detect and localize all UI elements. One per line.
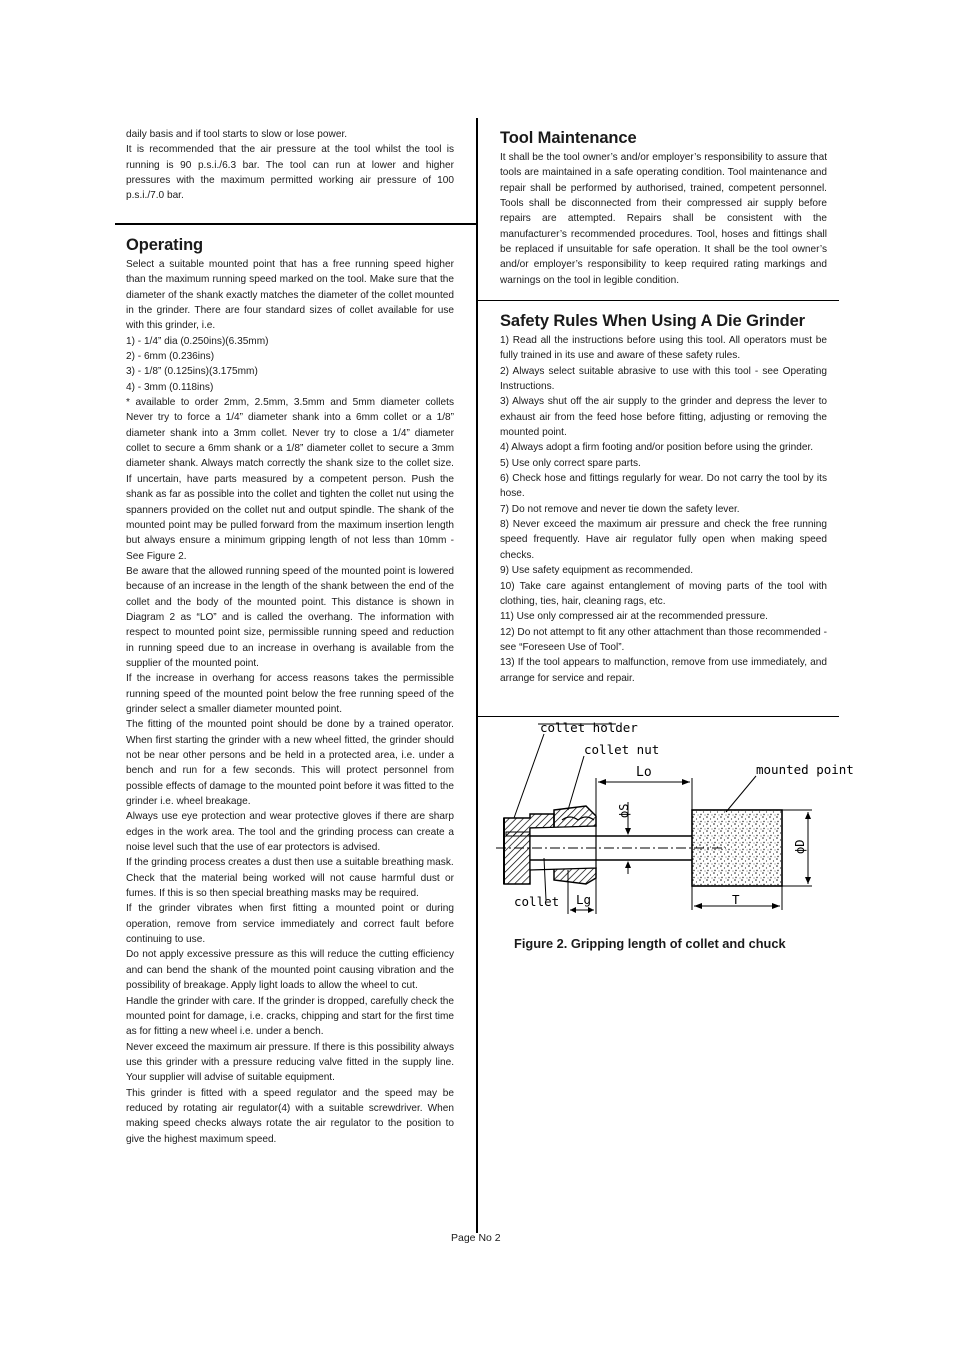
label-lg: Lg	[576, 892, 592, 907]
operating-paragraph: If the grinder vibrates when first fitting a mounted point or during operation, remove from service immediately and correct fault before continuing to use.	[126, 903, 454, 946]
page-number: Page No 2	[451, 1232, 501, 1244]
operating-paragraph: Always use eye protection and wear protective gloves if there are sharp edges in the work area. The tool and the grinding process can create a noise level such that the use of ear protectors is advised.	[126, 811, 454, 854]
column-divider	[476, 118, 478, 1233]
label-collet: collet	[514, 894, 560, 909]
section-divider-left	[115, 223, 477, 225]
safety-item: 2) Always select suitable abrasive to use with this tool - see Operating Instructions.	[500, 365, 827, 393]
operating-section	[126, 234, 454, 1147]
safety-item: 6) Check hose and fittings regularly for wear. Do not carry the tool by its hose.	[500, 473, 827, 500]
safety-item: 8) Never exceed the maximum air pressure and check the free running speed frequently. Have air regulator fully open when making speed checks.	[500, 519, 827, 561]
maintenance-text: It shall be the tool owner’s and/or employer’s responsibility to assure that tools are maintained in a safe operating condition. Tool maintenance and repair shall be performed by authorised, trained, competent personnel. Tools shall be disconnected from their compressed air supply before repairs are attempted. Repairs shall be consistent with the manufacturer’s recommended procedures. Tool, hoses and fittings shall be replaced if unsuitable for safe operation. It shall be the tool owner’s and/or employer’s responsibility to keep required rating markings and warnings on the tool in legible condition.	[500, 152, 827, 286]
operating-paragraph: If the grinding process creates a dust then use a suitable breathing mask.	[126, 857, 454, 869]
label-lo: Lo	[636, 765, 652, 780]
intro-line: It is recommended that the air pressure at the tool whilst the tool is running is 90 p.s.i./6.3 bar. The tool can run at lower and higher pressures with the maximum permitted working air pressure of 100 p.s.i./7.0 bar.	[126, 144, 454, 202]
label-mounted-point: mounted point	[756, 762, 854, 777]
safety-item: 1) Read all the instructions before using this tool. All operators must be fully trained in its use and aware of these safety rules.	[500, 335, 827, 362]
label-t: T	[732, 892, 740, 907]
operating-paragraph: Do not apply excessive pressure as this will reduce the cutting efficiency and can bend the shank of the mounted point causing vibration and the possibility of breakage. Apply light loads to allow the wheel to cut.	[126, 949, 454, 992]
operating-paragraph: Handle the grinder with care. If the grinder is dropped, carefully check the mounted point for damage, i.e. cracks, chipping and start for the first time as for fitting a new wheel i.e. under a bench.	[126, 995, 454, 1038]
operating-paragraph: Select a suitable mounted point that has a free running speed higher than the maximum running speed marked on the tool. Make sure that the diameter of the shank exactly matches the diameter of the collet mounted in the grinder. There are four standard sizes of collet available for use with this grinder, i.e.	[126, 259, 454, 332]
section-divider-right-2	[478, 716, 839, 717]
collet-size-item: 2) - 6mm (0.236ins)	[126, 351, 215, 363]
intro-line: daily basis and if tool starts to slow or lose power.	[126, 129, 348, 140]
maintenance-heading: Tool Maintenance	[500, 129, 637, 147]
collet-size-item: 1) - 1/4” dia (0.250ins)(6.35mm)	[126, 335, 269, 347]
section-divider-right-1	[478, 300, 839, 301]
operating-paragraph: Be aware that the allowed running speed of the mounted point is lowered because of an increase in the length of the shank between the end of the collet and the body of the mounted point. This distance is shown in Diagram 2 as “LO” and is called the overhang. The information with respect to mounted point size, permissible running speed and reduction in running speed due to an increase in overhang is available from the supplier of the mounted point.	[126, 565, 454, 669]
figure-caption: Figure 2. Gripping length of collet and chuck	[514, 936, 786, 951]
safety-item: 9) Use safety equipment as recommended.	[500, 565, 693, 577]
operating-paragraph: The fitting of the mounted point should be done by a trained operator. When first starting the grinder with a new wheel fitted, the grinder should not be near other persons and be held in a protected area, i.e. under a bench and run for a few seconds. This will protect personnel from possible effects of damage to the mounted point before it was fitted to the grinder i.e. wheel breakage.	[126, 719, 454, 808]
mounted-point-shape	[692, 810, 782, 886]
label-diameter-d: ϕD	[793, 839, 807, 854]
safety-item: 5) Use only correct spare parts.	[500, 457, 641, 469]
label-diameter-s: ϕS	[617, 803, 631, 818]
operating-paragraph: Never exceed the maximum air pressure. If there is this possibility always use this grinder with a pressure reducing valve fitted in the supply line. Your supplier will advise of suitable equipment.	[126, 1041, 454, 1084]
label-collet-holder: collet holder	[540, 720, 638, 735]
collet-size-item: 3) - 1/8” (0.125ins)(3.175mm)	[126, 366, 258, 378]
operating-paragraph: This grinder is fitted with a speed regulator and the speed may be reduced by rotating air regulator(4) with a suitable screwdriver. When making speed checks always rotate the air regulator to the position to give the highest maximum speed.	[126, 1087, 454, 1145]
collet-diagram	[496, 718, 854, 918]
safety-item: 3) Always shut off the air supply to the grinder and depress the lever to exhaust air from the feed hose before fitting, adjusting or removing the mounted point.	[500, 396, 827, 439]
safety-item: 11) Use only compressed air at the recommended pressure.	[500, 611, 768, 623]
operating-paragraph: If the increase in overhang for access reasons takes the permissible running speed of the mounted point below the free running speed of the grinder select a smaller diameter mounted point.	[126, 673, 454, 715]
safety-item: 12) Do not attempt to fit any other attachment than those recommended - see “Foreseen Use of Tool”.	[500, 626, 827, 653]
operating-paragraph: Check that the material being worked will not cause harmful dust or fumes. If this is so then special breathing masks may be required.	[126, 872, 454, 900]
operating-heading: Operating	[126, 236, 204, 254]
intro-text	[126, 127, 454, 204]
safety-heading: Safety Rules When Using A Die Grinder	[500, 312, 805, 330]
operating-paragraph: * available to order 2mm, 2.5mm, 3.5mm and 5mm diameter collets Never try to force a 1/4” diameter shank into a 6mm collet or a 1/8” diameter shank into a 3mm collet. Never try to close a 1/4” diameter collet to secure a 6mm shank or a 1/8” diameter collet to secure a 3mm diameter shank. Always match correctly the shank size to the collet size. If uncertain, have parts measured by a competent person. Push the shank as far as possible into the collet and tighten the collet nut using the spanners provided on the collet nut and output spindle. The shank of the mounted point may be pulled forward from the maximum insertion length but always ensure a minimum gripping length of not less than 10mm - See Figure 2.	[126, 397, 454, 562]
collet-size-item: 4) - 3mm (0.118ins)	[126, 381, 214, 393]
maintenance-section	[500, 127, 827, 288]
safety-item: 7) Do not remove and never tie down the safety lever.	[500, 503, 740, 515]
safety-item: 13) If the tool appears to malfunction, remove from use immediately, and arrange for service and repair.	[500, 657, 827, 684]
safety-item: 10) Take care against entanglement of moving parts of the tool with clothing, ties, hair, cleaning rags, etc.	[500, 580, 827, 607]
safety-section	[500, 310, 827, 686]
label-collet-nut: collet nut	[584, 742, 660, 757]
safety-item: 4) Always adopt a firm footing and/or position before using the grinder.	[500, 442, 814, 454]
